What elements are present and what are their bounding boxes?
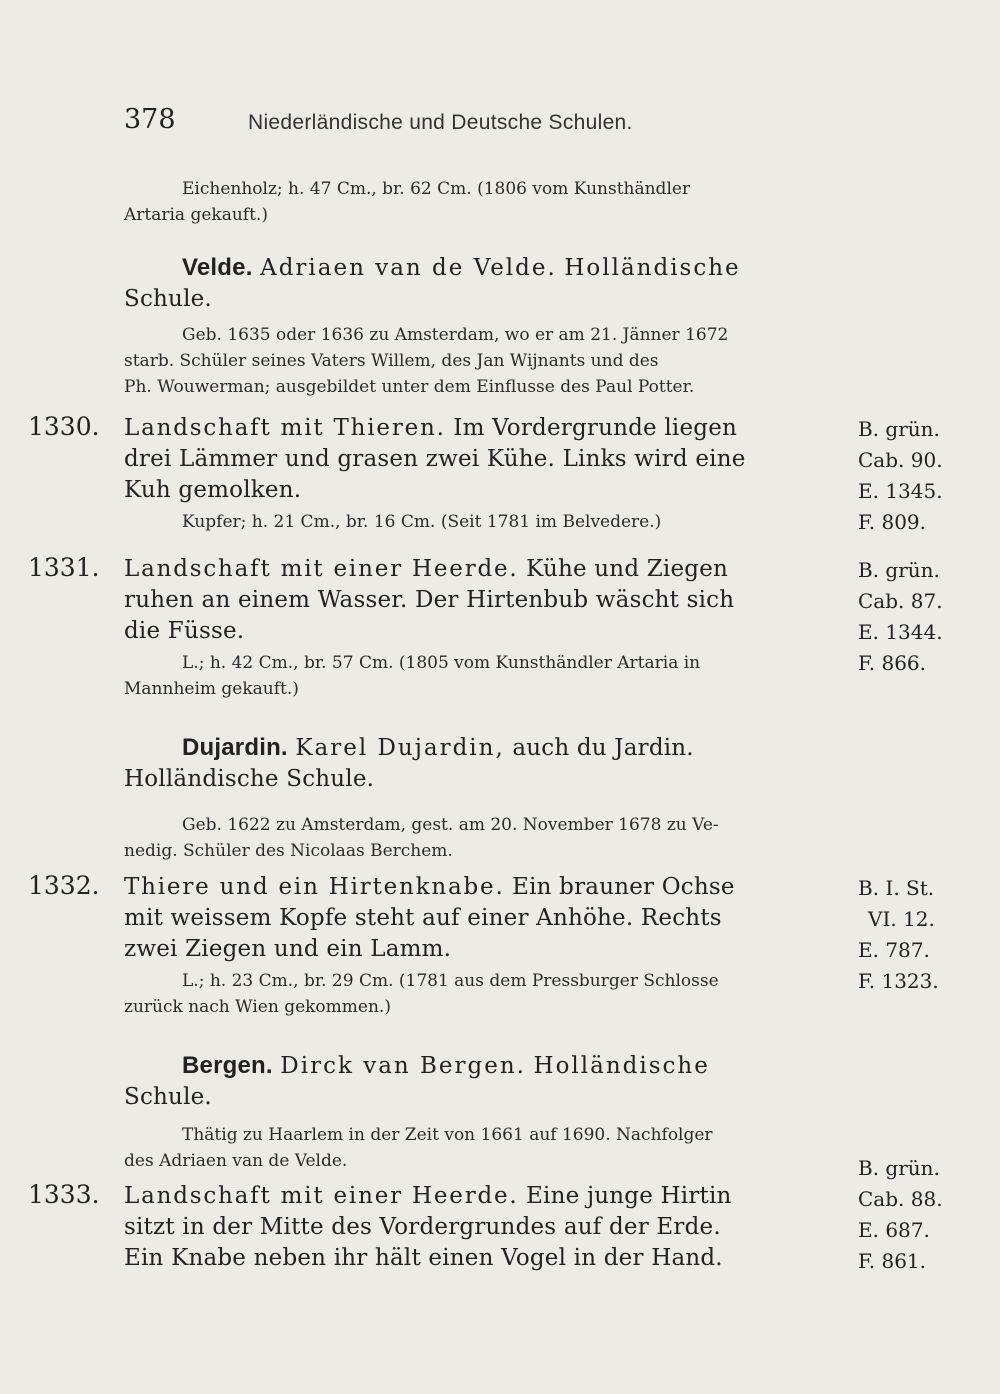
- entry-desc-3: zwei Ziegen und ein Lamm.: [124, 936, 452, 962]
- entry-material-1: L.; h. 42 Cm., br. 57 Cm. (1805 vom Kunsthändler Artaria in: [182, 653, 701, 673]
- bio-line-3: Ph. Wouwerman; ausgebildet unter dem Einflusse des Paul Potter.: [124, 377, 695, 397]
- entry-desc-1: Eine junge Hirtin: [526, 1183, 732, 1209]
- entry-1332: [124, 872, 844, 1020]
- artist-surname: Bergen.: [182, 1052, 273, 1079]
- entry-desc-3: Kuh gemolken.: [124, 477, 302, 503]
- entry-desc-2: ruhen an einem Wasser. Der Hirtenbub wäscht sich: [124, 587, 735, 613]
- artist-bio-bergen: [124, 1122, 844, 1174]
- artist-fullname: Karel Dujardin,: [295, 735, 505, 761]
- entry-1331: [124, 554, 844, 702]
- ref-f: F. 861.: [858, 1249, 927, 1273]
- artist-alias: auch du Jardin.: [512, 735, 694, 761]
- entry-number-1330: 1330.: [28, 412, 100, 441]
- bio-line-2: starb. Schüler seines Vaters Willem, des Jan Wijnants und des: [124, 351, 659, 371]
- artist-bio-velde: [124, 322, 844, 400]
- artist-school: Holländische Schule.: [124, 766, 375, 792]
- intro-line-2: Artaria gekauft.): [124, 205, 268, 225]
- artist-heading-dujardin: [124, 732, 844, 795]
- entry-desc-2: drei Lämmer und grasen zwei Kühe. Links wird eine: [124, 446, 746, 472]
- running-title: Niederländische und Deutsche Schulen.: [248, 111, 633, 134]
- ref-f: F. 1323.: [858, 969, 939, 993]
- ref-cabinet: Cab. 87.: [858, 589, 943, 613]
- entry-material-1: L.; h. 23 Cm., br. 29 Cm. (1781 aus dem Pressburger Schlosse: [182, 971, 719, 991]
- bio-line-1: Geb. 1635 oder 1636 zu Amsterdam, wo er am 21. Jänner 1672: [182, 325, 729, 345]
- ref-e: E. 1344.: [858, 620, 943, 644]
- entry-material: Kupfer; h. 21 Cm., br. 16 Cm. (Seit 1781 im Belvedere.): [182, 512, 662, 532]
- entry-desc-1: Ein brauner Ochse: [512, 874, 735, 900]
- entry-desc-3: Ein Knabe neben ihr hält einen Vogel in der Hand.: [124, 1245, 723, 1271]
- entry-refs-1333: [858, 1153, 968, 1277]
- intro-line-1: Eichenholz; h. 47 Cm., br. 62 Cm. (1806 vom Kunsthändler: [182, 179, 691, 199]
- ref-location: B. grün.: [858, 1156, 940, 1180]
- entry-refs-1330: [858, 414, 968, 538]
- ref-cabinet: VI. 12.: [868, 907, 935, 931]
- artist-bio-dujardin: [124, 812, 844, 864]
- artist-fullname: Adriaen van de Velde.: [260, 255, 557, 281]
- entry-1333: [124, 1181, 844, 1274]
- artist-school: Holländische: [564, 255, 741, 281]
- entry-title: Landschaft mit Thieren.: [124, 415, 446, 441]
- ref-e: E. 687.: [858, 1218, 930, 1242]
- entry-number-1331: 1331.: [28, 553, 100, 582]
- page-header: [124, 104, 844, 144]
- artist-heading-bergen: [124, 1050, 844, 1113]
- entry-title: Landschaft mit einer Heerde.: [124, 1183, 519, 1209]
- entry-refs-1332: [858, 873, 968, 997]
- artist-fullname: Dirck van Bergen.: [280, 1053, 526, 1079]
- artist-school-cont: Schule.: [124, 1084, 212, 1110]
- ref-e: E. 787.: [858, 938, 930, 962]
- ref-location: B. grün.: [858, 417, 940, 441]
- bio-line-1: Thätig zu Haarlem in der Zeit von 1661 auf 1690. Nachfolger: [182, 1125, 713, 1145]
- entry-refs-1331: [858, 555, 968, 679]
- ref-location: B. I. St.: [858, 876, 935, 900]
- entry-desc-2: mit weissem Kopfe steht auf einer Anhöhe. Rechts: [124, 905, 722, 931]
- entry-material-2: zurück nach Wien gekommen.): [124, 997, 391, 1017]
- previous-entry-continuation: [124, 176, 844, 228]
- bio-line-2: des Adriaen van de Velde.: [124, 1151, 348, 1171]
- ref-f: F. 866.: [858, 651, 927, 675]
- artist-school: Holländische: [533, 1053, 710, 1079]
- artist-surname: Dujardin.: [182, 734, 288, 761]
- ref-e: E. 1345.: [858, 479, 943, 503]
- artist-school-cont: Schule.: [124, 286, 212, 312]
- artist-surname: Velde.: [182, 254, 253, 281]
- entry-number-1333: 1333.: [28, 1180, 100, 1209]
- ref-cabinet: Cab. 90.: [858, 448, 943, 472]
- entry-material-2: Mannheim gekauft.): [124, 679, 299, 699]
- entry-title: Landschaft mit einer Heerde.: [124, 556, 519, 582]
- entry-desc-1: Im Vordergrunde liegen: [453, 415, 738, 441]
- entry-desc-3: die Füsse.: [124, 618, 245, 644]
- entry-desc-1: Kühe und Ziegen: [526, 556, 729, 582]
- ref-location: B. grün.: [858, 558, 940, 582]
- bio-line-2: nedig. Schüler des Nicolaas Berchem.: [124, 841, 453, 861]
- artist-heading-velde: [124, 252, 844, 315]
- entry-title: Thiere und ein Hirtenknabe.: [124, 874, 505, 900]
- ref-f: F. 809.: [858, 510, 927, 534]
- entry-desc-2: sitzt in der Mitte des Vordergrundes auf der Erde.: [124, 1214, 721, 1240]
- entry-1330: [124, 413, 844, 535]
- bio-line-1: Geb. 1622 zu Amsterdam, gest. am 20. November 1678 zu Ve-: [182, 815, 719, 835]
- page-number: 378: [124, 104, 176, 135]
- ref-cabinet: Cab. 88.: [858, 1187, 943, 1211]
- entry-number-1332: 1332.: [28, 871, 100, 900]
